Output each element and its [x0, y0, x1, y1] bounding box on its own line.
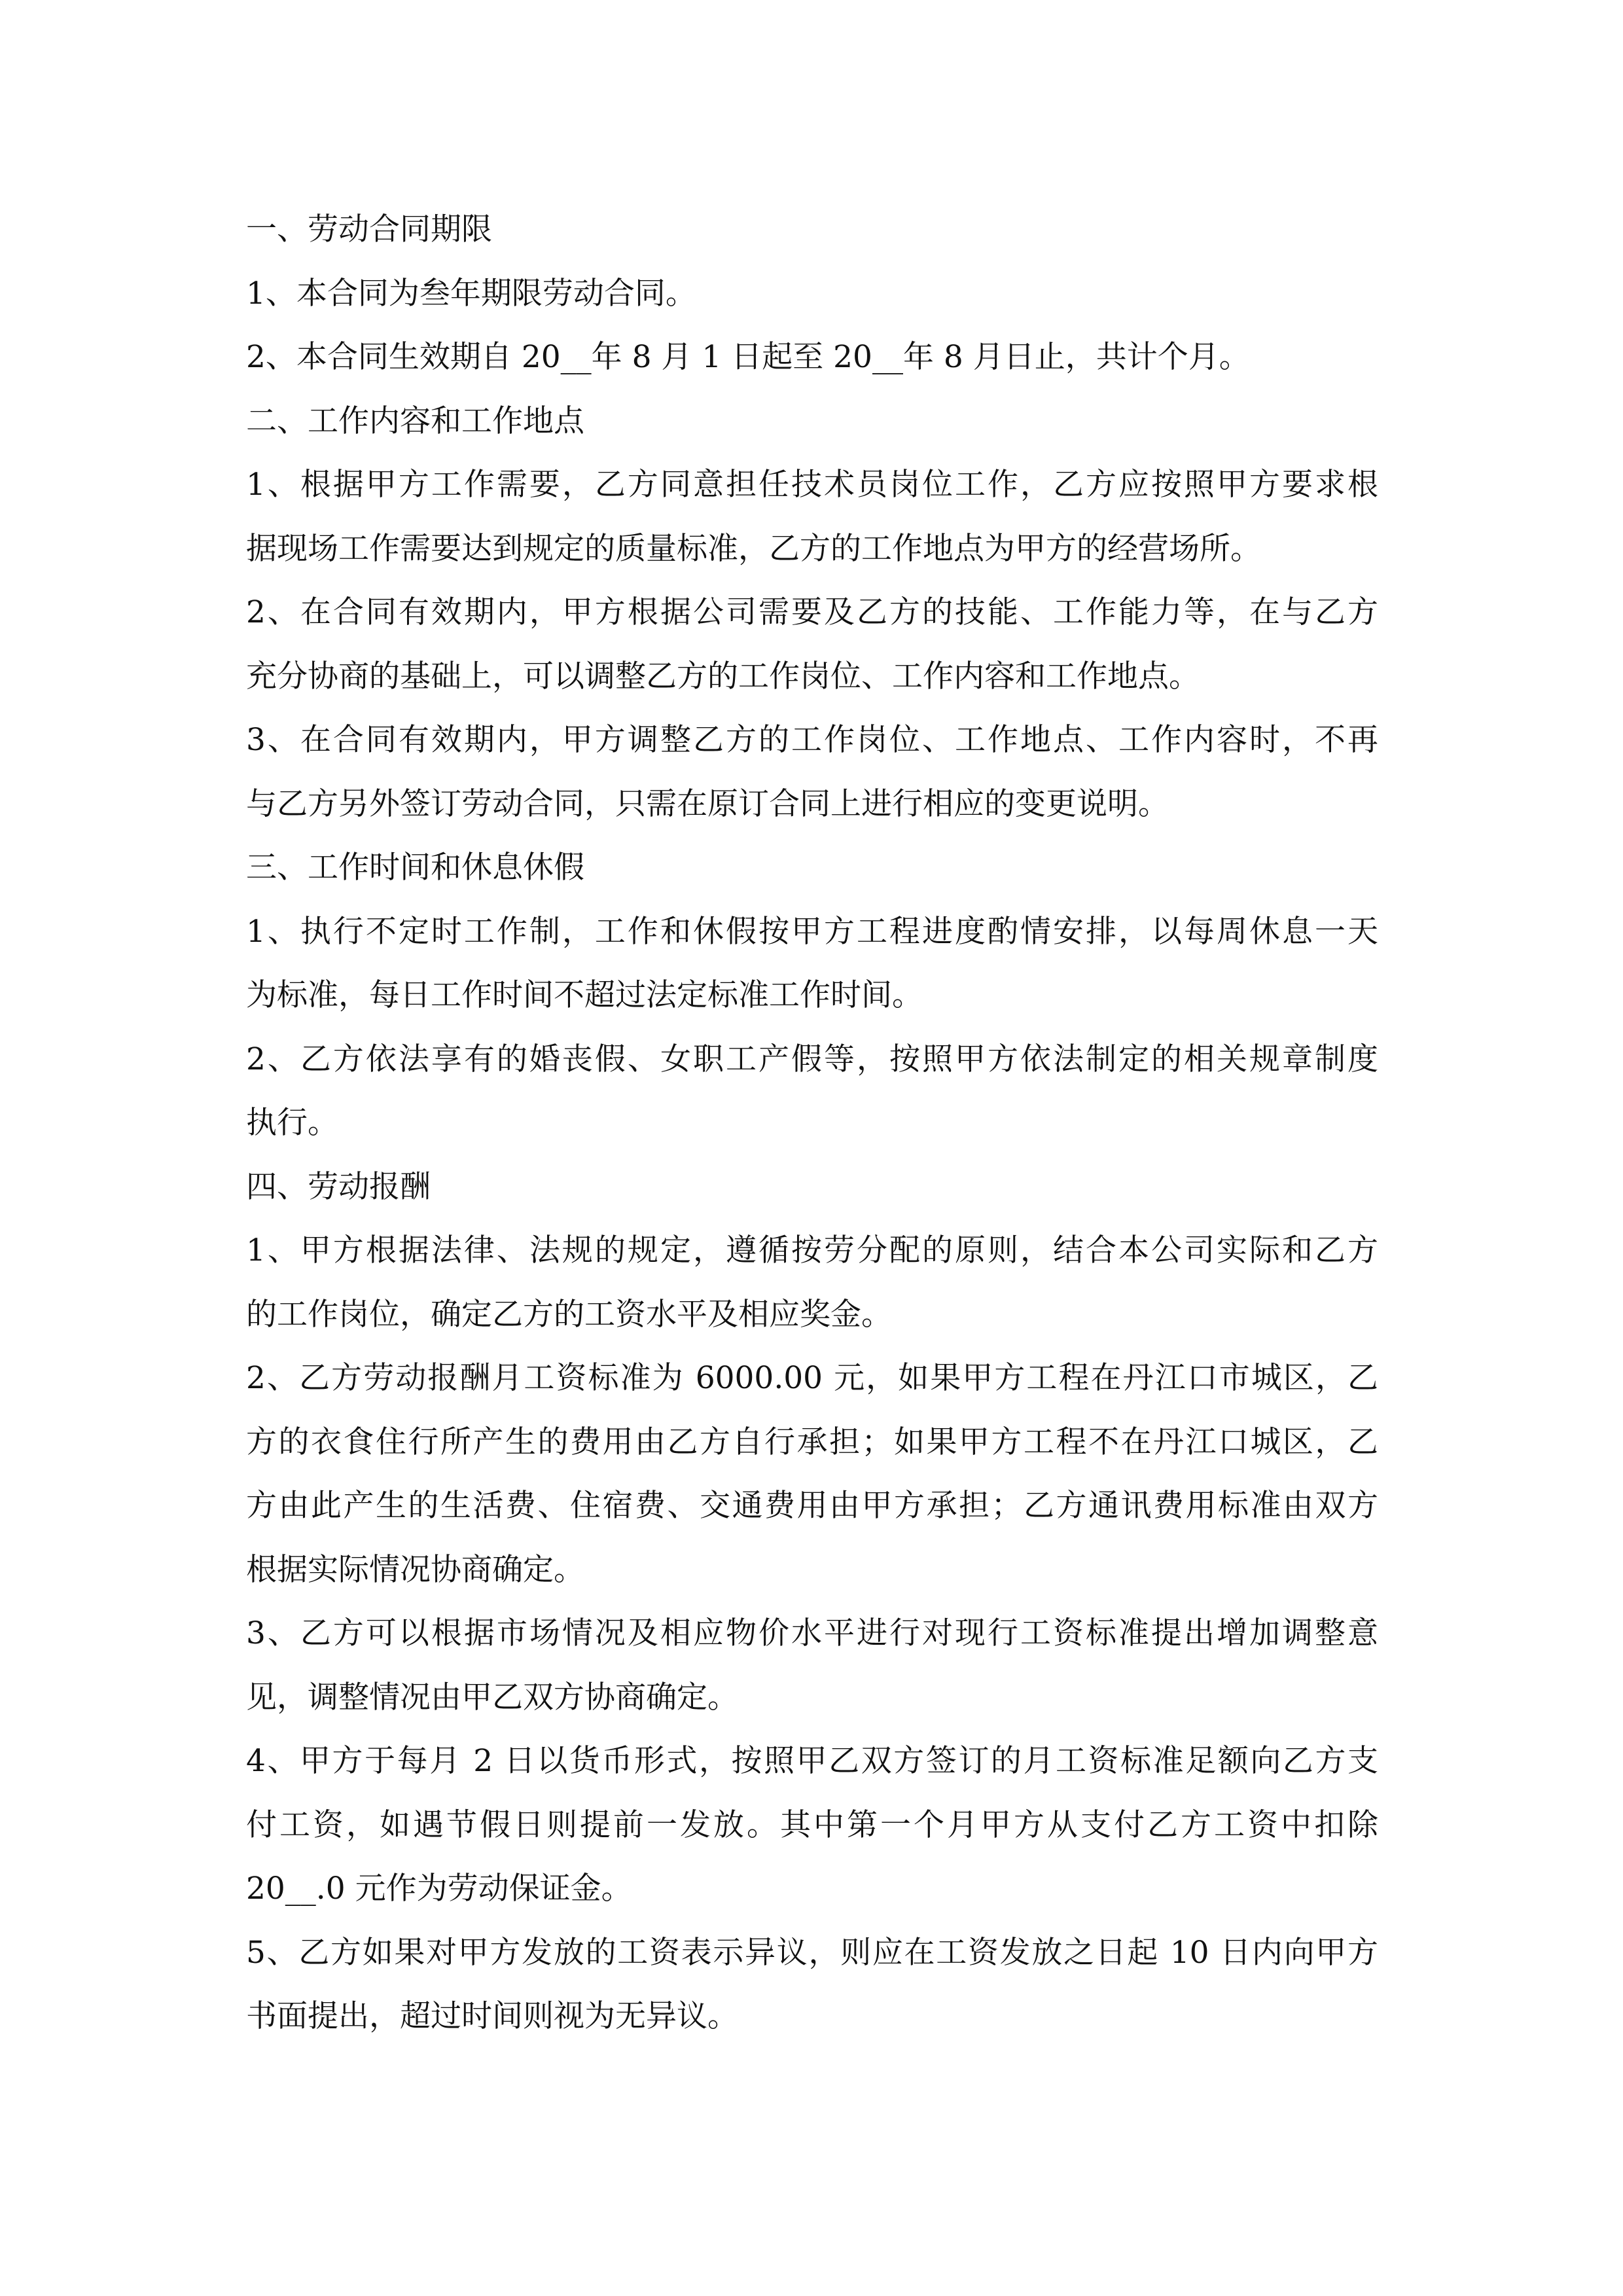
paragraph-line: 2、乙方劳动报酬月工资标准为 6000.00 元，如果甲方工程在丹江口市城区，乙: [246, 1360, 1378, 1396]
paragraph-line: 3、乙方可以根据市场情况及相应物价水平进行对现行工资标准提出增加调整意: [246, 1615, 1378, 1651]
paragraph-line: 根据实际情况协商确定。: [246, 1551, 584, 1588]
paragraph-line: 2、本合同生效期自 20__年 8 月 1 日起至 20__年 8 月日止，共计个月。: [246, 339, 1250, 375]
paragraph-line: 2、乙方依法享有的婚丧假、女职工产假等，按照甲方依法制定的相关规章制度: [246, 1041, 1378, 1077]
document-body: [246, 198, 1378, 2049]
paragraph-line: 书面提出，超过时间则视为无异议。: [246, 1998, 738, 2034]
paragraph-line: 为标准，每日工作时间不超过法定标准工作时间。: [246, 977, 923, 1013]
paragraph-line: 20__.0 元作为劳动保证金。: [246, 1871, 632, 1907]
paragraph-line: 2、在合同有效期内，甲方根据公司需要及乙方的技能、工作能力等，在与乙方: [246, 594, 1378, 630]
paragraph-line: 1、本合同为叁年期限劳动合同。: [246, 275, 696, 312]
section-heading-2: 二、工作内容和工作地点: [246, 403, 584, 439]
paragraph-line: 5、乙方如果对甲方发放的工资表示异议，则应在工资发放之日起 10 日内向甲方: [246, 1934, 1378, 1971]
paragraph-line: 充分协商的基础上，可以调整乙方的工作岗位、工作内容和工作地点。: [246, 658, 1200, 694]
paragraph-line: 1、甲方根据法律、法规的规定，遵循按劳分配的原则，结合本公司实际和乙方: [246, 1232, 1378, 1268]
paragraph-line: 据现场工作需要达到规定的质量标准，乙方的工作地点为甲方的经营场所。: [246, 530, 1261, 567]
paragraph-line: 4、甲方于每月 2 日以货币形式，按照甲乙双方签订的月工资标准足额向乙方支: [246, 1743, 1378, 1779]
paragraph-line: 3、在合同有效期内，甲方调整乙方的工作岗位、工作地点、工作内容时，不再: [246, 722, 1378, 758]
paragraph-line: 执行。: [246, 1105, 338, 1141]
paragraph-line: 方的衣食住行所产生的费用由乙方自行承担；如果甲方工程不在丹江口城区，乙: [246, 1424, 1378, 1460]
paragraph-line: 1、根据甲方工作需要，乙方同意担任技术员岗位工作，乙方应按照甲方要求根: [246, 467, 1378, 503]
section-heading-4: 四、劳动报酬: [246, 1168, 431, 1205]
paragraph-line: 付工资，如遇节假日则提前一发放。其中第一个月甲方从支付乙方工资中扣除: [246, 1806, 1378, 1843]
section-heading-1: 一、劳动合同期限: [246, 211, 492, 247]
paragraph-line: 方由此产生的生活费、住宿费、交通费用由甲方承担；乙方通讯费用标准由双方: [246, 1488, 1378, 1524]
paragraph-line: 见，调整情况由甲乙双方协商确定。: [246, 1679, 738, 1715]
section-heading-3: 三、工作时间和休息休假: [246, 850, 584, 886]
paragraph-line: 的工作岗位，确定乙方的工资水平及相应奖金。: [246, 1296, 892, 1333]
paragraph-line: 与乙方另外签订劳动合同，只需在原订合同上进行相应的变更说明。: [246, 785, 1169, 822]
paragraph-line: 1、执行不定时工作制，工作和休假按甲方工程进度酌情安排，以每周休息一天: [246, 913, 1378, 950]
